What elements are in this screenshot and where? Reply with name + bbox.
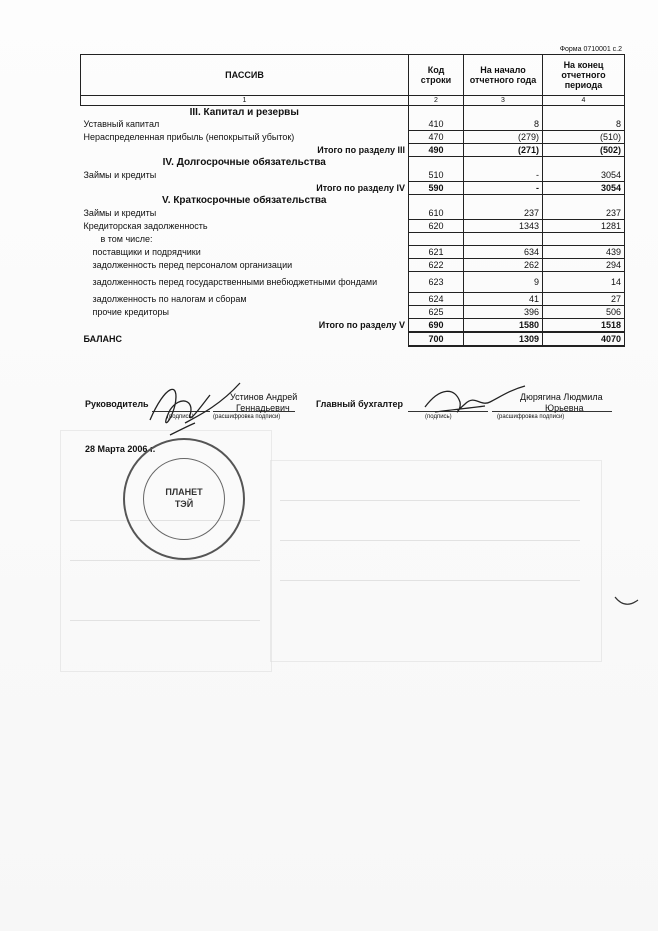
cell-name: поставщики и подрядчики: [92, 247, 201, 257]
cell-begin: 1343: [464, 220, 543, 233]
table-body: [81, 106, 625, 347]
cell-begin: [464, 195, 543, 208]
table-header-row: [81, 55, 625, 96]
cell-end: [543, 195, 625, 208]
cell-name: Кредиторская задолженность: [83, 221, 208, 231]
col-header-code: Код строки: [409, 55, 464, 96]
cell-end: 439: [543, 246, 625, 259]
cell-name: задолженность по налогам и сборам: [92, 294, 247, 304]
accountant-sign-caption: (подпись): [425, 414, 452, 420]
col-num: 4: [543, 96, 625, 106]
cell-name: Займы и кредиты: [83, 170, 157, 181]
table-row: [81, 233, 625, 246]
show-through-line: [280, 540, 580, 541]
head-signature: [140, 375, 250, 445]
cell-begin: 396: [464, 306, 543, 319]
show-through-table: [270, 460, 602, 662]
table-row: [81, 306, 625, 319]
section-heading-row: [81, 195, 625, 208]
cell-end: (510): [543, 131, 625, 144]
document-date: 28 Марта 2006 г.: [85, 444, 156, 454]
cell-code: 590: [409, 182, 464, 195]
show-through-line: [280, 500, 580, 501]
cell-code: 624: [409, 293, 464, 306]
head-decode-caption: (расшифровка подписи): [213, 414, 281, 420]
balance-total-row: [81, 332, 625, 346]
cell-begin: [464, 106, 543, 119]
cell-code: 621: [409, 246, 464, 259]
cell-end: (502): [543, 144, 625, 157]
cell-end: 294: [543, 259, 625, 272]
cell-name: задолженность перед государственными внебюджетными фондами: [92, 277, 378, 287]
cell-end: 4070: [543, 332, 625, 346]
cell-name: V. Краткосрочные обязательства: [162, 195, 327, 207]
section-total-row: [81, 319, 625, 333]
cell-name: в том числе:: [100, 234, 153, 244]
cell-begin: (279): [464, 131, 543, 144]
accountant-name-2: Юрьевна: [545, 403, 584, 413]
cell-begin: (271): [464, 144, 543, 157]
show-through-line: [280, 580, 580, 581]
cell-code: [409, 195, 464, 208]
cell-code: 610: [409, 207, 464, 220]
show-through-line: [70, 620, 260, 621]
cell-name: БАЛАНС: [83, 334, 123, 344]
cell-name: Займы и кредиты: [83, 208, 157, 219]
cell-code: 470: [409, 131, 464, 144]
col-header-begin: На начало отчетного года: [464, 55, 543, 96]
cell-begin: 41: [464, 293, 543, 306]
head-name-1: Устинов Андрей: [230, 392, 298, 402]
cell-code: 490: [409, 144, 464, 157]
stamp-line-1: ПЛАНЕТ: [165, 487, 203, 497]
cell-end: [543, 106, 625, 119]
cell-code: 622: [409, 259, 464, 272]
cell-name: Нераспределенная прибыль (непокрытый убыток): [83, 132, 295, 142]
cell-code: 620: [409, 220, 464, 233]
cell-code: 690: [409, 319, 464, 333]
cell-code: 700: [409, 332, 464, 346]
cell-end: 3054: [543, 169, 625, 182]
cell-begin: 9: [464, 272, 543, 293]
margin-mark: [612, 592, 642, 612]
form-number: Форма 0710001 с.2: [559, 46, 622, 53]
cell-begin: 634: [464, 246, 543, 259]
cell-begin: [464, 157, 543, 170]
accountant-signature: [420, 382, 530, 432]
cell-end: 27: [543, 293, 625, 306]
cell-end: 8: [543, 118, 625, 131]
col-num: 1: [81, 96, 409, 106]
cell-code: 623: [409, 272, 464, 293]
section-heading-row: [81, 157, 625, 170]
cell-begin: 237: [464, 207, 543, 220]
cell-name: Уставный капитал: [83, 119, 160, 130]
table-row: [81, 272, 625, 293]
head-name-2: Геннадьевич: [236, 403, 290, 413]
show-through-line: [70, 560, 260, 561]
table-row: [81, 293, 625, 306]
cell-name: III. Капитал и резервы: [189, 106, 299, 118]
accountant-decode-caption: (расшифровка подписи): [497, 414, 565, 420]
cell-code: [409, 157, 464, 170]
col-header-end: На конец отчетного периода: [543, 55, 625, 96]
cell-name: Итого по разделу IV: [316, 183, 405, 193]
liabilities-table: [80, 54, 625, 347]
col-num: 3: [464, 96, 543, 106]
cell-end: 506: [543, 306, 625, 319]
cell-name: задолженность перед персоналом организации: [92, 260, 293, 270]
table-row: [81, 246, 625, 259]
table-row: [81, 169, 625, 182]
stamp-text: [159, 486, 209, 510]
table-row: [81, 118, 625, 131]
cell-code: 625: [409, 306, 464, 319]
table-row: [81, 207, 625, 220]
cell-end: 1518: [543, 319, 625, 333]
cell-end: 3054: [543, 182, 625, 195]
company-stamp: [123, 438, 245, 560]
cell-end: 14: [543, 272, 625, 293]
table-row: [81, 259, 625, 272]
cell-begin: 262: [464, 259, 543, 272]
col-num: 2: [409, 96, 464, 106]
head-label: Руководитель: [85, 399, 149, 409]
cell-name: Итого по разделу III: [317, 145, 405, 155]
section-heading-row: [81, 106, 625, 119]
cell-end: 1281: [543, 220, 625, 233]
cell-begin: -: [464, 182, 543, 195]
col-header-name: ПАССИВ: [81, 55, 409, 96]
table-row: [81, 220, 625, 233]
cell-begin: 8: [464, 118, 543, 131]
cell-begin: 1580: [464, 319, 543, 333]
accountant-label: Главный бухгалтер: [316, 399, 404, 409]
cell-code: [409, 233, 464, 246]
cell-end: [543, 233, 625, 246]
cell-code: 410: [409, 118, 464, 131]
column-numbers-row: [81, 96, 625, 106]
cell-begin: -: [464, 169, 543, 182]
head-sign-caption: (подпись): [167, 414, 194, 420]
section-total-row: [81, 182, 625, 195]
cell-end: [543, 157, 625, 170]
cell-name: Итого по разделу V: [318, 320, 405, 331]
cell-begin: 1309: [464, 332, 543, 346]
table-row: [81, 131, 625, 144]
cell-name: прочие кредиторы: [92, 307, 169, 317]
cell-end: 237: [543, 207, 625, 220]
section-total-row: [81, 144, 625, 157]
cell-code: 510: [409, 169, 464, 182]
cell-begin: [464, 233, 543, 246]
cell-name: IV. Долгосрочные обязательства: [162, 157, 326, 169]
accountant-name-1: Дюрягина Людмила: [520, 392, 603, 402]
stamp-line-2: ТЭЙ: [174, 499, 194, 509]
cell-code: [409, 106, 464, 119]
